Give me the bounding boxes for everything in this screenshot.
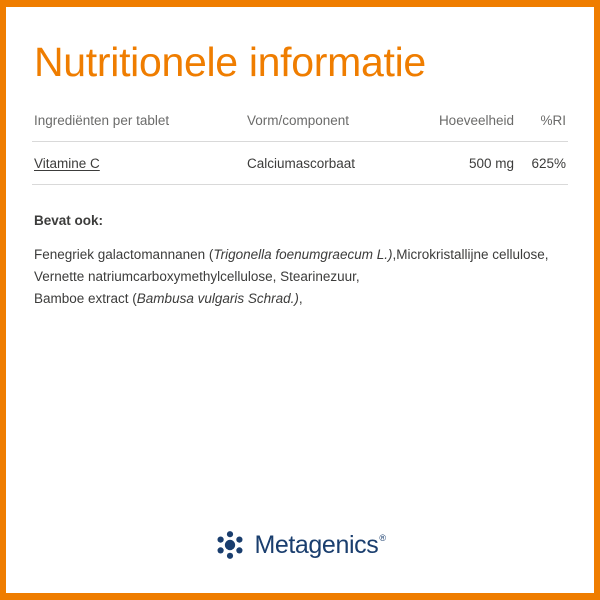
contains-title: Bevat ook: [34,213,104,229]
nutrition-table [32,113,568,185]
cell-nrv: 625% [524,142,568,185]
column-header-ingredient: Ingrediënten per tablet [32,113,239,142]
column-header-amount: Hoeveelheid [417,113,524,142]
brand-name [254,531,384,560]
contains-line [34,266,568,288]
column-header-form: Vorm/component [239,113,417,142]
contains-line-italic: Bambusa vulgaris Schrad.) [136,290,299,306]
table-header [32,113,568,142]
brand-name-text: Metagenics [254,530,379,559]
column-header-nrv: %RI [524,113,568,142]
table-row [32,142,568,185]
cell-ingredient [32,142,239,185]
contains-line-italic: Trigonella foenumgraecum L.) [213,247,393,263]
contains-line-post: ,Microkristallijne cellulose, [392,247,549,263]
ingredient-link[interactable]: Vitamine C [34,156,100,172]
cell-form: Calciumascorbaat [239,142,417,185]
contains-section [32,213,568,310]
table-header-row [32,113,568,142]
brand-trademark: ® [379,533,386,544]
contains-line-pre: Fenegriek galactomannanen ( [34,247,214,263]
metagenics-molecule-icon [215,530,245,560]
page-title: Nutritionele informatie [34,39,426,85]
contains-line [34,288,568,310]
contains-line-post: , [298,290,303,306]
contains-line [34,244,568,266]
contains-line-pre: Bamboe extract ( [34,290,137,306]
table-body [32,142,568,185]
contains-line-pre: Vernette natriumcarboxymethylcellulose, Stearinezuur, [34,268,360,284]
brand-logo [6,530,594,560]
label-content [6,7,594,593]
cell-amount: 500 mg [417,142,524,185]
